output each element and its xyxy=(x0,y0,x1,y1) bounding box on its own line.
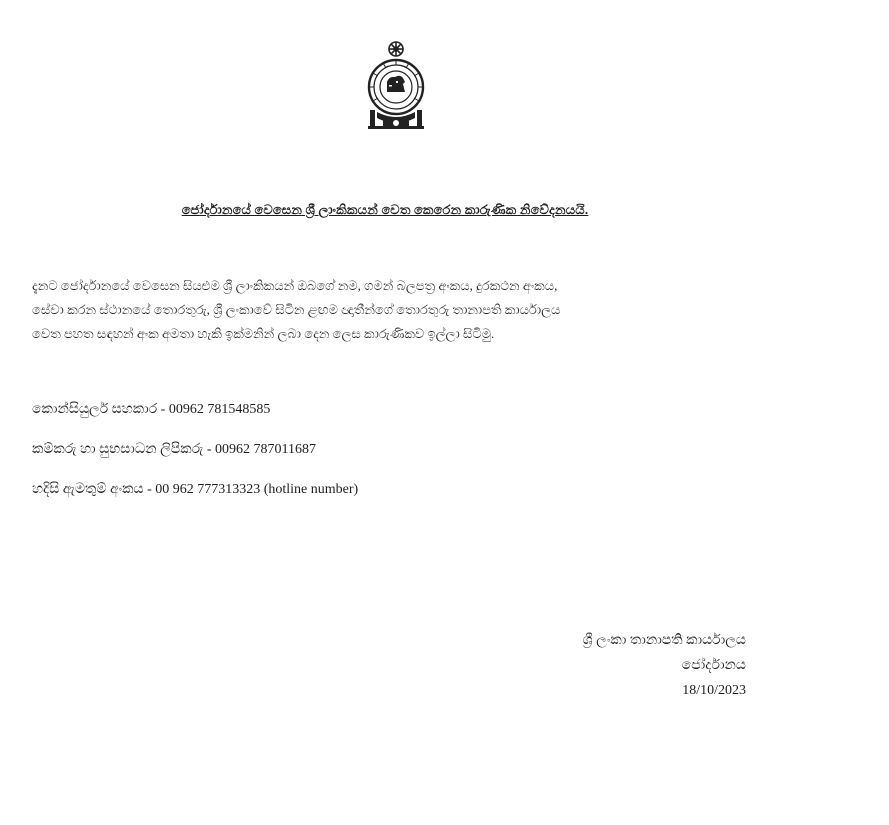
signature-block xyxy=(583,628,746,703)
notice-title: ජෝර්දානයේ වෙසෙන ශ්‍රී ලාංකිකයන් වෙත කෙරෙන කාරුණික නිවේදනයයි. xyxy=(181,202,589,217)
notice-body-line: දැනට ජෝර්දානයේ වෙසෙන සියළුම ශ්‍රී ලාංකිකයන් ඔබගේ නම, ගමන් බලපත්‍ර අංකය, දුරකථන අංකය, xyxy=(32,278,558,293)
notice-body-line: සේවා කරන ස්ථානයේ තොරතුරු, ශ්‍රී ලංකාවේ සිටින ළඟම ඥාතීන්ගේ තොරතුරු තානාපති කාර්යාලය xyxy=(32,302,561,317)
contact-labour-welfare-clerk: කම්කරු හා සුභසාධන ලිපිකරු - 00962 787011687 xyxy=(32,442,317,457)
signature-date: 18/10/2023 xyxy=(682,683,746,698)
contact-hotline: හදිසි ඇමතුම් අංකය - 00 962 777313323 (hotline number) xyxy=(32,482,359,497)
sri-lanka-national-emblem-icon xyxy=(365,40,427,132)
signature-country: ජෝර්දානය xyxy=(681,658,746,673)
notice-body-line: වෙත පහත සඳහන් අංක අමතා හැකි ඉක්මනින් ලබා දෙන ලෙස කාරුණිකව ඉල්ලා සිටිමු. xyxy=(32,326,495,341)
notice-body xyxy=(32,274,762,346)
contact-consular-assistant: කොන්සියුලර් සහකාර - 00962 781548585 xyxy=(32,402,271,417)
signature-office: ශ්‍රී ලංකා තානාපති කාර්යාලය xyxy=(582,633,746,648)
contact-list xyxy=(32,402,792,522)
